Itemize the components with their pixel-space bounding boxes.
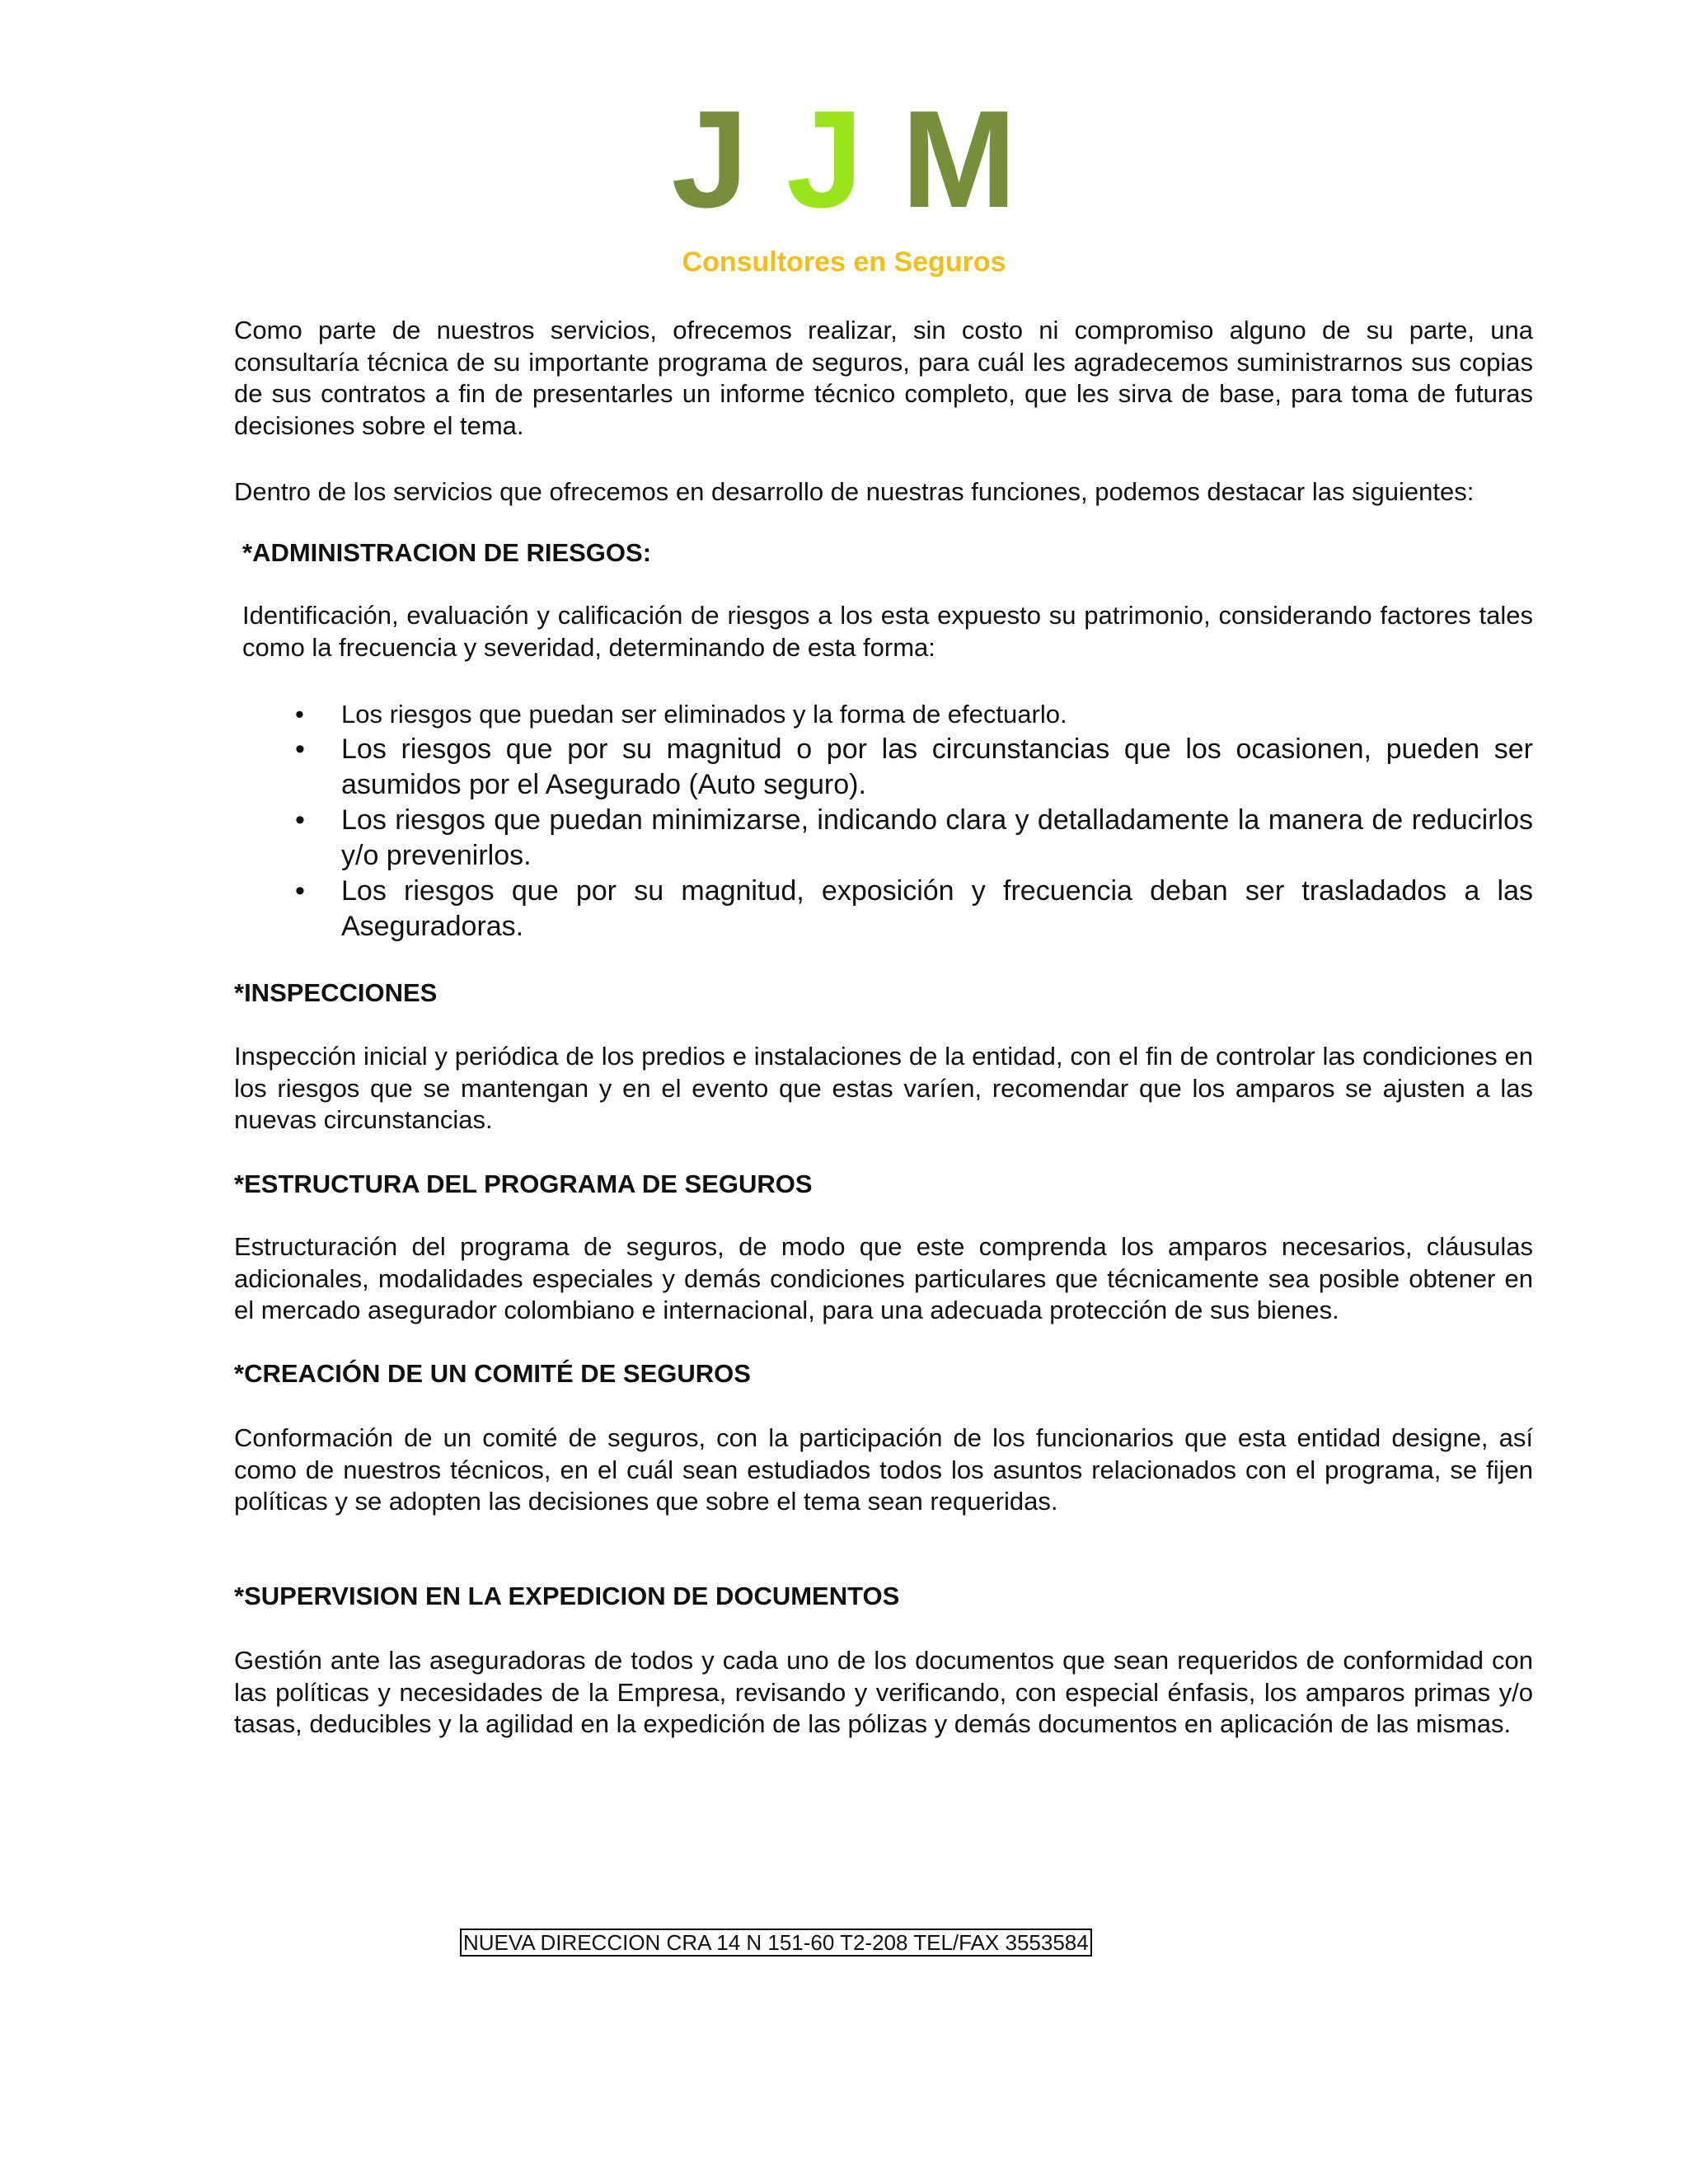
company-tagline: Consultores en Seguros — [682, 246, 1006, 278]
bullet-text: Los riesgos que por su magnitud o por las circunstancias que los ocasionen, pueden ser asumidos por el Asegurado (Auto seguro). — [341, 733, 1533, 800]
bullet-text: Los riesgos que puedan ser eliminados y la forma de efectuarlo. — [341, 700, 1067, 729]
bullet-text: Los riesgos que por su magnitud, exposición y frecuencia deban ser trasladados a las Aseguradoras. — [341, 875, 1533, 942]
section-body-program-structure: Estructuración del programa de seguros, de modo que este comprenda los amparos necesarios, cláusulas adicionales, modalidades especiales y demás condiciones particulares que técnicamente sea posible obtener en el mercado asegurador colombiano e internacional, para una adecuada protección de sus bienes. — [234, 1232, 1533, 1324]
section-heading-document-supervision: *SUPERVISION EN LA EXPEDICION DE DOCUMENTOS — [234, 1582, 900, 1610]
bullet-marker: • — [295, 700, 304, 729]
section-body-insurance-committee: Conformación de un comité de seguros, con la participación de los funcionarios que esta entidad designe, así como de nuestros técnicos, en el cuál sean estudiados todos los asuntos relacionados con el programa, se fijen políticas y se adopten las decisiones que sobre el tema sean requeridas. — [234, 1423, 1533, 1516]
section-body-document-supervision: Gestión ante las aseguradoras de todos y cada uno de los documentos que sean requeridos de conformidad con las políticas y necesidades de la Empresa, revisando y verificando, con especial énfasis, los amparos primas y/o tasas, deducibles y la agilidad en la expedición de las pólizas y demás documentos en aplicación de las mismas. — [234, 1646, 1533, 1738]
footer-address-box: NUEVA DIRECCION CRA 14 N 151-60 T2-208 TEL/FAX 3553584 — [460, 1929, 1092, 1957]
bullet-text: Los riesgos que puedan minimizarse, indicando clara y detalladamente la manera de reducirlos y/o prevenirlos. — [341, 804, 1533, 871]
bullet-marker: • — [295, 733, 305, 765]
intro-paragraph: Como parte de nuestros servicios, ofrecemos realizar, sin costo ni compromiso alguno de su parte, una consultaría técnica de su importante programa de seguros, para cuál les agradecemos suministrarnos sus copias de sus contratos a fin de presentarles un informe técnico completo, que les sirva de base, para toma de futuras decisiones sobre el tema. — [234, 316, 1533, 440]
section-heading-program-structure: *ESTRUCTURA DEL PROGRAMA DE SEGUROS — [234, 1169, 813, 1198]
company-logo — [0, 82, 1688, 237]
bullet-item — [288, 697, 1533, 732]
section-body-risk-administration: Identificación, evaluación y calificación de riesgos a los esta expuesto su patrimonio, considerando factores tales como la frecuencia y severidad, determinando de esta forma: — [242, 601, 1533, 662]
bullet-item — [288, 732, 1533, 803]
services-intro-paragraph: Dentro de los servicios que ofrecemos en desarrollo de nuestras funciones, podemos destacar las siguientes: — [234, 477, 1475, 506]
bullet-marker: • — [295, 804, 305, 836]
section-heading-risk-administration: *ADMINISTRACION DE RIESGOS: — [242, 538, 652, 567]
logo-letter-j1: J — [671, 82, 749, 237]
risk-bullet-list — [288, 697, 1533, 944]
logo-letter-m: M — [901, 82, 1017, 237]
section-body-inspections: Inspección inicial y periódica de los predios e instalaciones de la entidad, con el fin de controlar las condiciones en los riesgos que se mantengan y en el evento que estas varíen, recomendar que los amparos se ajusten a las nuevas circunstancias. — [234, 1042, 1533, 1134]
bullet-item — [288, 874, 1533, 944]
bullet-item — [288, 803, 1533, 874]
section-heading-inspections: *INSPECCIONES — [234, 978, 438, 1007]
bullet-marker: • — [295, 875, 305, 907]
section-heading-insurance-committee: *CREACIÓN DE UN COMITÉ DE SEGUROS — [234, 1359, 751, 1388]
logo-letter-j2: J — [786, 82, 864, 237]
